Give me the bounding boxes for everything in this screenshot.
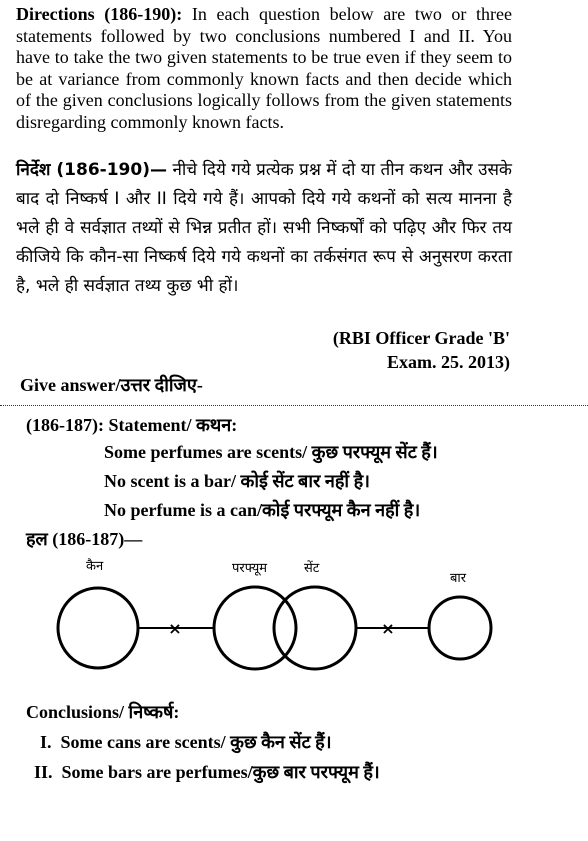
statement-2: No scent is a bar/ कोई सेंट बार नहीं है। (104, 471, 370, 491)
conclusion-2-number: II. (34, 762, 53, 782)
conclusion-1-text: Some cans are scents/ कुछ कैन सेंट हैं। (60, 732, 332, 752)
directions-text: In each question below are two or three statements followed by two conclusions numbered I and II. You have to take the two given statements to be true even if they seem to be at variance from commonly known facts and then decide which of the given conclusions logically follows from the given statements disregarding commonly known facts. (16, 4, 513, 132)
cross-mark-1: × (168, 619, 182, 638)
circle-can (58, 588, 138, 668)
label-can: कैन (86, 559, 104, 574)
cross-mark-2: × (381, 619, 395, 638)
conclusion-2-text: Some bars are perfumes/कुछ बार परफ्यूम हैं। (61, 762, 380, 782)
statement-1: Some perfumes are scents/ कुछ परफ्यूम सेंट हैं। (104, 442, 438, 462)
conclusion-1-number: I. (40, 732, 52, 752)
statement-heading: (186-187): Statement/ कथन: (26, 415, 238, 435)
source-line-1: (RBI Officer Grade 'B' (332, 328, 510, 348)
nirdesh-label: निर्देश (186-190)— (16, 160, 167, 180)
label-bar: बार (450, 571, 467, 586)
source-line-2: Exam. 25. 2013) (387, 352, 510, 372)
directions-paragraph (16, 4, 512, 133)
label-scent: सेंट (304, 561, 320, 576)
nirdesh-paragraph (16, 156, 512, 301)
give-answer: Give answer/उत्तर दीजिए- (20, 375, 203, 395)
statement-3: No perfume is a can/कोई परफ्यूम कैन नहीं है। (104, 500, 421, 520)
conclusions-heading: Conclusions/ निष्कर्ष: (26, 702, 180, 722)
dotted-divider (0, 405, 588, 406)
conclusion-2 (34, 760, 380, 784)
circle-bar (429, 597, 491, 659)
venn-diagram (0, 552, 588, 692)
label-perfume: परफ्यूम (232, 561, 268, 576)
nirdesh-text: नीचे दिये गये प्रत्येक प्रश्न में दो या तीन कथन और उसके बाद दो निष्कर्ष I और II दिये गये हैं। आपको दिये गये कथनों को सत्य मानना है भले ही वे सर्वज्ञात तथ्यों से भिन्न प्रतीत हों। सभी निष्कर्षों को पढ़िए और फिर तय कीजिये कि कौन-सा निष्कर्ष दिये गये कथनों का तर्कसंगत रूप से अनुसरण करता है, भले ही सर्वज्ञात तथ्य कुछ भी हों। (16, 160, 512, 296)
solution-heading: हल (186-187)— (26, 529, 143, 549)
directions-label: Directions (186-190): (16, 4, 183, 24)
circle-scent (274, 587, 356, 669)
conclusion-1 (40, 730, 332, 754)
